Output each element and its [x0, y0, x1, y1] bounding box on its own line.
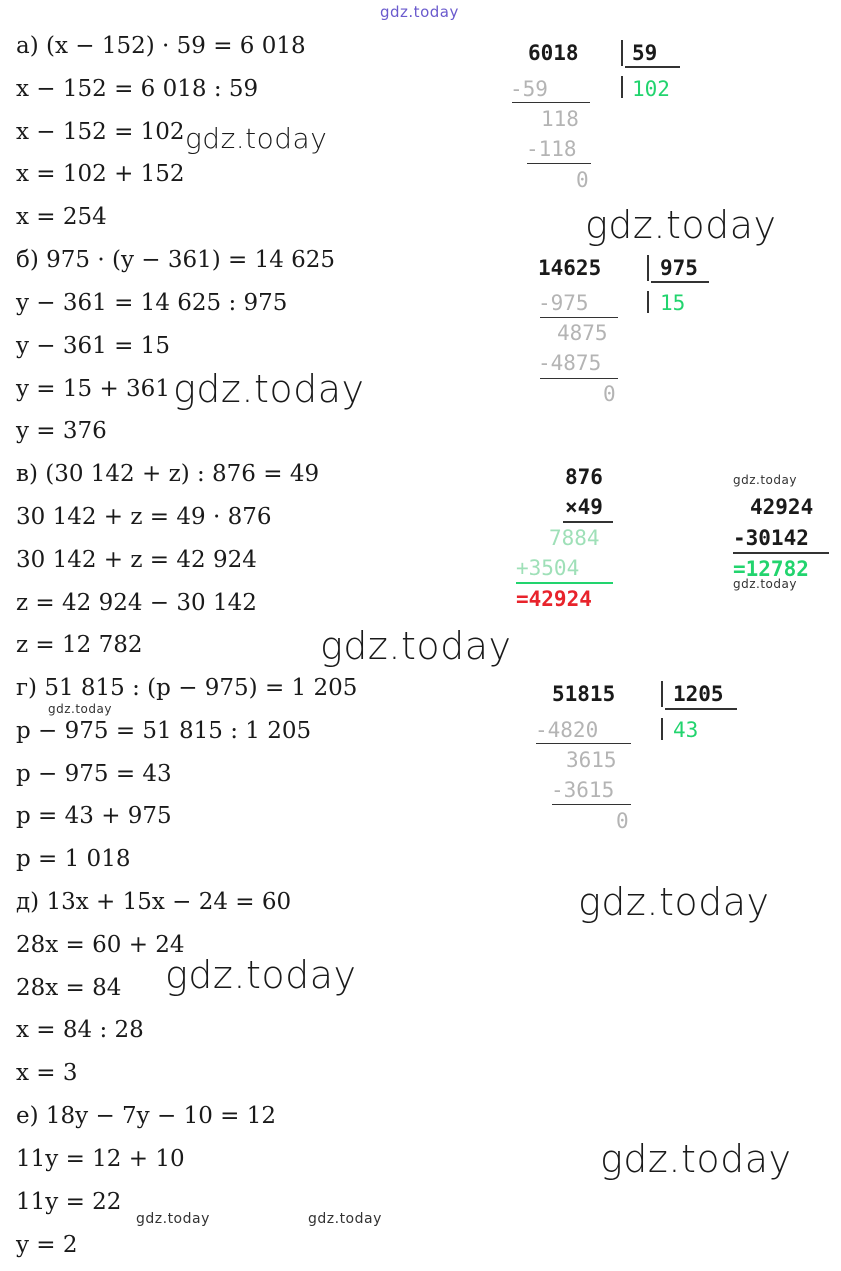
- watermark-small-2: gdz.today: [733, 577, 797, 591]
- div2-dividend: 14625: [538, 256, 602, 280]
- line-b-1: б) 975 · (y − 361) = 14 625: [16, 247, 336, 273]
- div3-line2: [552, 804, 631, 805]
- div1-divisor: 59: [632, 41, 658, 65]
- line-d-1: д) 13x + 15x − 24 = 60: [16, 889, 292, 915]
- watermark-3: gdz.today: [173, 367, 365, 411]
- line-b-3: y − 361 = 15: [16, 333, 170, 359]
- div3-quotient: 43: [673, 718, 699, 742]
- line-d-5: x = 3: [16, 1060, 78, 1086]
- line-b-5: y = 376: [16, 418, 107, 444]
- div1-sub2: -118: [526, 137, 577, 161]
- watermark-small-3: gdz.today: [48, 702, 112, 716]
- line-e-4: y = 2: [16, 1232, 78, 1258]
- div1-line2: [527, 163, 591, 164]
- sub-a: 42924: [750, 495, 814, 519]
- div3-quotient-bar: [661, 718, 663, 740]
- mul-b: ×49: [565, 495, 603, 519]
- div2-sub1: -975: [538, 291, 589, 315]
- watermark-small-4: gdz.today: [136, 1211, 210, 1227]
- div1-rem1: 118: [541, 107, 579, 131]
- line-e-2: 11y = 12 + 10: [16, 1146, 185, 1172]
- line-e-3: 11y = 22: [16, 1189, 122, 1215]
- mul-p1: 7884: [549, 526, 600, 550]
- div2-quotient: 15: [660, 291, 686, 315]
- div3-divisor: 1205: [673, 682, 724, 706]
- line-g-1: г) 51 815 : (p − 975) = 1 205: [16, 675, 358, 701]
- div2-quotient-bar: [647, 291, 649, 313]
- div3-dividend: 51815: [552, 682, 616, 706]
- div1-quotient-bar: [621, 76, 623, 98]
- watermark-1: gdz.today: [185, 122, 328, 155]
- watermark-top: gdz.today: [380, 3, 459, 21]
- line-v-3: 30 142 + z = 42 924: [16, 547, 257, 573]
- div2-sub2: -4875: [538, 351, 602, 375]
- watermark-small-1: gdz.today: [733, 473, 797, 487]
- watermark-5: gdz.today: [578, 880, 770, 924]
- line-g-4: p = 43 + 975: [16, 803, 172, 829]
- div1-line1: [512, 102, 590, 103]
- line-a-2: x − 152 = 6 018 : 59: [16, 76, 259, 102]
- div3-vertical-bar: [661, 681, 663, 707]
- div1-dividend: 6018: [528, 41, 579, 65]
- watermark-2: gdz.today: [585, 203, 777, 247]
- line-v-4: z = 42 924 − 30 142: [16, 590, 257, 616]
- line-d-4: x = 84 : 28: [16, 1017, 144, 1043]
- line-d-2: 28x = 60 + 24: [16, 932, 185, 958]
- div1-sub1: -59: [510, 77, 548, 101]
- watermark-4: gdz.today: [320, 624, 512, 668]
- sub-result: =12782: [733, 557, 809, 581]
- div2-rem1: 4875: [557, 321, 608, 345]
- div2-divisor-line: [651, 281, 709, 283]
- line-g-5: p = 1 018: [16, 846, 131, 872]
- div2-vertical-bar: [647, 255, 649, 281]
- div1-rem2: 0: [576, 168, 589, 192]
- line-v-5: z = 12 782: [16, 632, 143, 658]
- line-a-1: а) (x − 152) · 59 = 6 018: [16, 33, 306, 59]
- div3-rem2: 0: [616, 809, 629, 833]
- line-v-2: 30 142 + z = 49 · 876: [16, 504, 272, 530]
- watermark-small-5: gdz.today: [308, 1211, 382, 1227]
- line-a-4: x = 102 + 152: [16, 161, 185, 187]
- line-b-4: y = 15 + 361: [16, 376, 170, 402]
- div2-rem2: 0: [603, 382, 616, 406]
- line-d-3: 28x = 84: [16, 975, 122, 1001]
- watermark-6: gdz.today: [165, 953, 357, 997]
- div1-divisor-line: [625, 66, 680, 68]
- div3-divisor-line: [665, 708, 737, 710]
- div3-sub1: -4820: [535, 718, 599, 742]
- div3-sub2: -3615: [551, 778, 615, 802]
- line-e-1: е) 18y − 7y − 10 = 12: [16, 1103, 276, 1129]
- div1-vertical-bar: [621, 40, 623, 66]
- line-a-5: x = 254: [16, 204, 107, 230]
- div3-rem1: 3615: [566, 748, 617, 772]
- div2-divisor: 975: [660, 256, 698, 280]
- mul-p2: +3504: [516, 556, 580, 580]
- sub-b: -30142: [733, 526, 809, 550]
- watermark-7: gdz.today: [600, 1137, 792, 1181]
- line-b-2: y − 361 = 14 625 : 975: [16, 290, 288, 316]
- line-a-3: x − 152 = 102: [16, 119, 185, 145]
- mul-a: 876: [565, 465, 603, 489]
- div3-line1: [536, 743, 631, 744]
- line-g-3: p − 975 = 43: [16, 761, 172, 787]
- mul-result: =42924: [516, 587, 592, 611]
- div1-quotient: 102: [632, 77, 670, 101]
- line-v-1: в) (30 142 + z) : 876 = 49: [16, 461, 320, 487]
- line-g-2: p − 975 = 51 815 : 1 205: [16, 718, 312, 744]
